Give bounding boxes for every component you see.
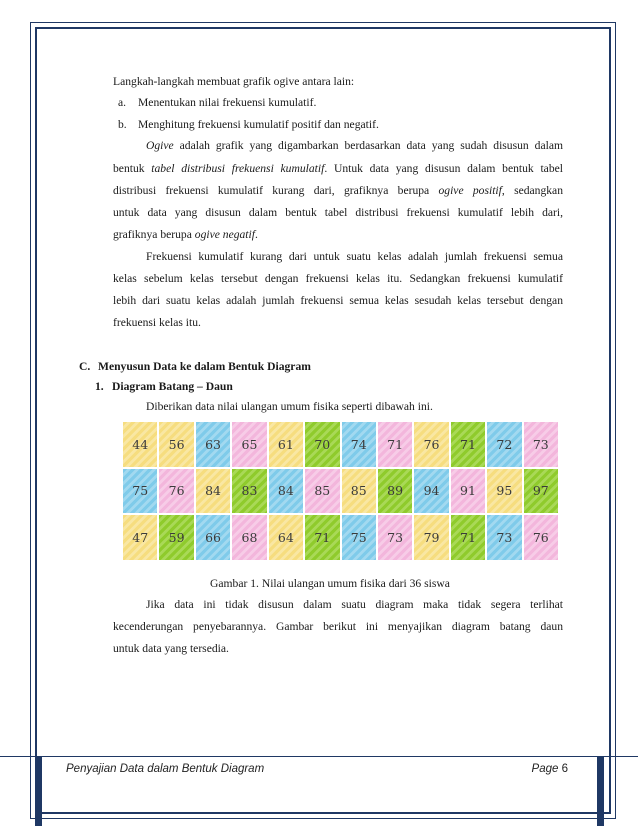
score-cell: 59 bbox=[159, 515, 193, 560]
score-cell: 64 bbox=[269, 515, 303, 560]
score-cell: 47 bbox=[123, 515, 157, 560]
score-cell: 84 bbox=[196, 469, 230, 514]
score-cell: 70 bbox=[305, 422, 339, 467]
score-cell: 76 bbox=[524, 515, 558, 560]
after-line-3: untuk data yang tersedia. bbox=[113, 642, 229, 655]
score-cell: 71 bbox=[378, 422, 412, 467]
after-line-2: kecenderungan penyebarannya. Gambar berikut ini menyajikan diagram batang daun bbox=[113, 620, 563, 633]
tabel-distribusi-term: tabel distribusi frekuensi kumulatif bbox=[151, 162, 325, 175]
score-cell: 74 bbox=[342, 422, 376, 467]
score-cell: 72 bbox=[487, 422, 521, 467]
footer-bar-left bbox=[35, 756, 42, 826]
section-c-marker: C. bbox=[79, 360, 91, 373]
step-a-text: Menentukan nilai frekuensi kumulatif. bbox=[138, 96, 317, 109]
score-cell: 75 bbox=[123, 469, 157, 514]
ogive-positif-term: ogive positif bbox=[438, 184, 502, 197]
fk-line-2: kelas sebelum kelas tersebut dengan frekuensi kelas itu. Sedangkan frekuensi kumulatif bbox=[113, 272, 563, 285]
score-cell: 94 bbox=[414, 469, 448, 514]
score-cell: 95 bbox=[487, 469, 521, 514]
steps-intro: Langkah-langkah membuat grafik ogive antara lain: bbox=[113, 75, 355, 88]
ogive-line-2: bentuk tabel distribusi frekuensi kumulatif. Untuk data yang disusun dalam bentuk tabel bbox=[113, 162, 563, 175]
score-cell: 83 bbox=[232, 469, 266, 514]
footer-rule bbox=[0, 756, 638, 757]
score-cell: 71 bbox=[451, 422, 485, 467]
step-b-text: Menghitung frekuensi kumulatif positif dan negatif. bbox=[138, 118, 379, 131]
step-a-marker: a. bbox=[118, 96, 127, 109]
score-cell: 73 bbox=[524, 422, 558, 467]
ogive-line-5: grafiknya berupa ogive negatif. bbox=[113, 228, 258, 241]
step-b-marker: b. bbox=[118, 118, 127, 131]
score-cell: 75 bbox=[342, 515, 376, 560]
score-cell: 97 bbox=[524, 469, 558, 514]
page-number: 6 bbox=[561, 763, 568, 775]
figure-caption: Gambar 1. Nilai ulangan umum fisika dari 36 siswa bbox=[210, 577, 450, 590]
score-cell: 65 bbox=[232, 422, 266, 467]
ogive-line-4: untuk data yang disusun dalam bentuk tabel distribusi frekuensi kumulatif lebih dari, bbox=[113, 206, 563, 219]
score-cell: 91 bbox=[451, 469, 485, 514]
fk-line-3: lebih dari suatu kelas adalah jumlah frekuensi semua kelas sesudah kelas tersebut dengan bbox=[113, 294, 563, 307]
ogive-term: Ogive bbox=[146, 139, 174, 152]
subsection-1-intro: Diberikan data nilai ulangan umum fisika seperti dibawah ini. bbox=[146, 400, 433, 413]
after-line-1: Jika data ini tidak disusun dalam suatu diagram maka tidak segera terlihat bbox=[146, 598, 563, 611]
subsection-1-marker: 1. bbox=[95, 380, 104, 393]
score-cell: 85 bbox=[342, 469, 376, 514]
score-cell: 44 bbox=[123, 422, 157, 467]
score-cell: 76 bbox=[159, 469, 193, 514]
subsection-1-title: Diagram Batang – Daun bbox=[112, 380, 233, 393]
score-cell: 76 bbox=[414, 422, 448, 467]
footer-page bbox=[532, 763, 568, 775]
score-cell: 68 bbox=[232, 515, 266, 560]
score-cell: 71 bbox=[305, 515, 339, 560]
score-cell: 85 bbox=[305, 469, 339, 514]
score-grid bbox=[123, 422, 558, 560]
ogive-line-3: distribusi frekuensi kumulatif kurang dari, grafiknya berupa ogive positif, sedangkan bbox=[113, 184, 563, 197]
score-cell: 79 bbox=[414, 515, 448, 560]
score-cell: 61 bbox=[269, 422, 303, 467]
fk-line-1: Frekuensi kumulatif kurang dari untuk suatu kelas adalah jumlah frekuensi semua bbox=[146, 250, 563, 263]
score-cell: 63 bbox=[196, 422, 230, 467]
footer-bar-right bbox=[597, 756, 604, 826]
score-cell: 66 bbox=[196, 515, 230, 560]
score-cell: 73 bbox=[378, 515, 412, 560]
fk-line-4: frekuensi kelas itu. bbox=[113, 316, 201, 329]
footer-title: Penyajian Data dalam Bentuk Diagram bbox=[66, 763, 265, 775]
score-cell: 71 bbox=[451, 515, 485, 560]
ogive-line-1: Ogive adalah grafik yang digambarkan berdasarkan data yang sudah disusun dalam bbox=[146, 139, 563, 152]
section-c-title: Menyusun Data ke dalam Bentuk Diagram bbox=[98, 360, 311, 373]
score-cell: 89 bbox=[378, 469, 412, 514]
page-label: Page bbox=[531, 763, 559, 775]
score-cell: 84 bbox=[269, 469, 303, 514]
score-cell: 56 bbox=[159, 422, 193, 467]
ogive-negatif-term: ogive negatif bbox=[194, 228, 255, 241]
score-cell: 73 bbox=[487, 515, 521, 560]
